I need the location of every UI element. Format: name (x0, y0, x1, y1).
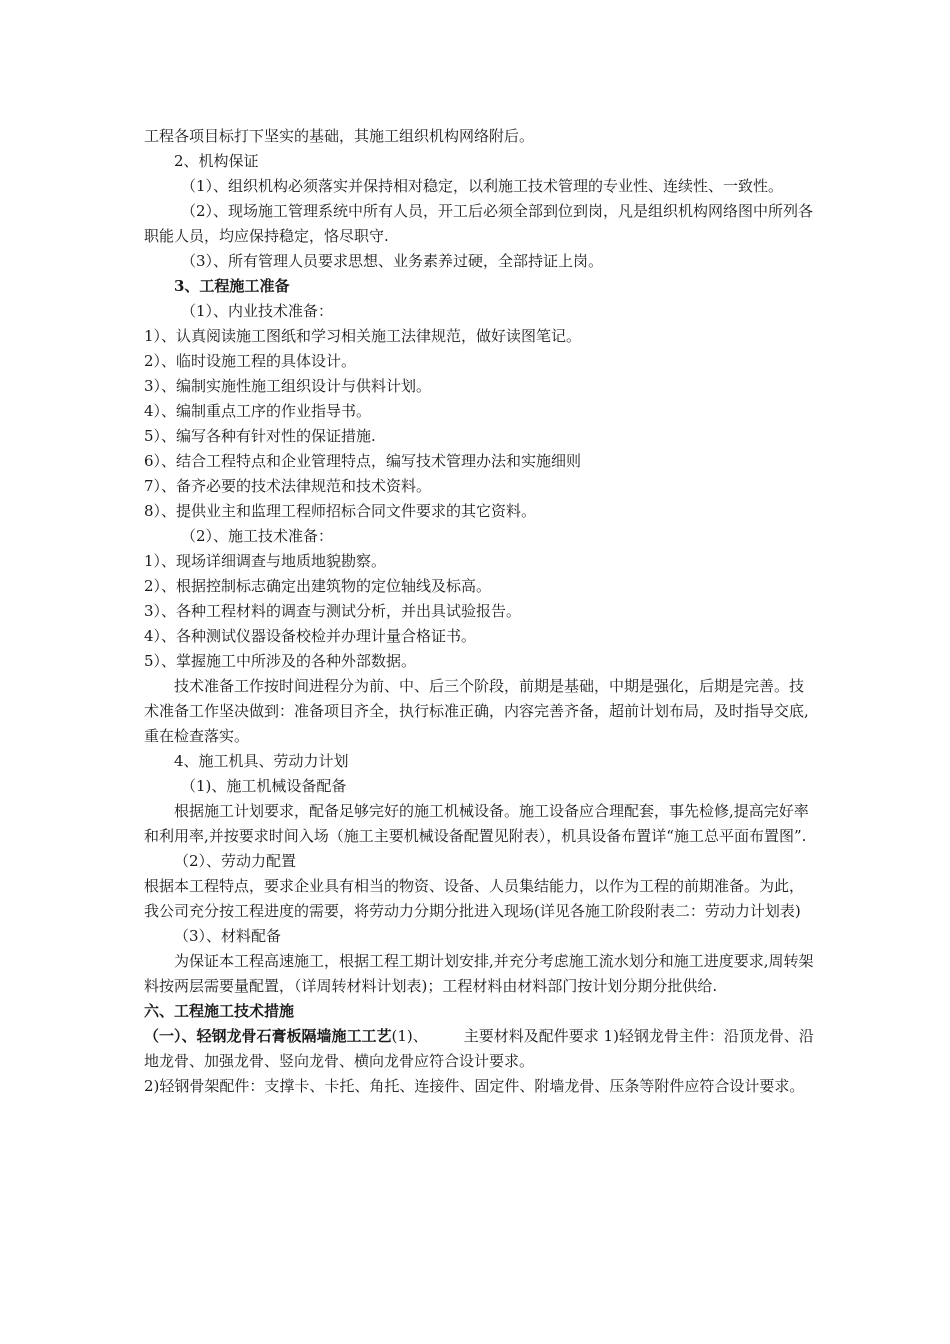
section-heading: 4、施工机具、劳动力计划 (174, 752, 349, 770)
paragraph: 工程各项目标打下坚实的基础，其施工组织机构网络附后。 (144, 127, 535, 145)
item-number: (1)、 (391, 1027, 428, 1045)
list-item: 3）、编制实施性施工组织设计与供料计划。 (144, 377, 432, 395)
paragraph: 2)轻钢骨架配件：支撑卡、卡托、角托、连接件、固定件、附墙龙骨、压条等附件应符合设计要求。 (144, 1077, 805, 1095)
paragraph: 技术准备工作按时间进程分为前、中、后三个阶段，前期是基础，中期是强化，后期是完善。技术准备工作坚决做到：准备项目齐全，执行标准正确，内容完善齐备，超前计划布局，及时指导交底,重在检查落实。 (144, 677, 809, 745)
list-item: 1）、现场详细调查与地质地貌勘察。 (144, 552, 387, 570)
paragraph: 根据施工计划要求，配备足够完好的施工机械设备。施工设备应合理配套，事先检修,提高完好率和利用率,并按要求时间入场（施工主要机械设备配置见附表），机具设备布置详“施工总平面布置图”. (144, 802, 809, 845)
paragraph: （2）、现场施工管理系统中所有人员，开工后必须全部到位到岗，凡是组织机构网络图中所列各职能人员，均应保持稳定，恪尽职守. (144, 202, 814, 245)
section-heading: 2、机构保证 (174, 152, 259, 170)
list-item: 8）、提供业主和监理工程师招标合同文件要求的其它资料。 (144, 502, 537, 520)
subsection-heading: （3）、材料配备 (174, 927, 282, 945)
subsection-heading: （1)、施工机械设备配备 (181, 777, 347, 795)
list-item: 3）、各种工程材料的调查与测试分析，并出具试验报告。 (144, 602, 522, 620)
paragraph: （3）、所有管理人员要求思想、业务素养过硬，全部持证上岗。 (181, 252, 604, 270)
paragraph: 根据本工程特点，要求企业具有相当的物资、设备、人员集结能力，以作为工程的前期准备。为此，我公司充分按工程进度的需要，将劳动力分期分批进入现场(详见各施工阶段附表二：劳动力计划表) (144, 877, 805, 920)
subsection-heading: （2）、劳动力配置 (174, 852, 297, 870)
list-item: 1）、认真阅读施工图纸和学习相关施工法律规范，做好读图笔记。 (144, 327, 582, 345)
list-item: 2）、根据控制标志确定出建筑物的定位轴线及标高。 (144, 577, 492, 595)
subsection-heading: （2）、施工技术准备： (181, 527, 334, 545)
list-item: 5）、掌握施工中所涉及的各种外部数据。 (144, 652, 417, 670)
section-heading: 3、工程施工准备 (174, 277, 290, 295)
paragraph: （1）、组织机构必须落实并保持相对稳定，以利施工技术管理的专业性、连续性、一致性。 (181, 177, 784, 195)
subchapter-heading: （一）、轻钢龙骨石膏板隔墙施工工艺 (144, 1027, 392, 1045)
paragraph-text: 主要材料及配件要求 1)轻钢龙骨主件：沿顶龙骨、沿地龙骨、加强龙骨、竖向龙骨、横向龙骨应符合设计要求。 (144, 1027, 814, 1070)
paragraph: 为保证本工程高速施工，根据工程工期计划安排,并充分考虑施工流水划分和施工进度要求,周转架料按两层需要量配置，（详周转材料计划表)；工程材料由材料部门按计划分期分批供给. (144, 952, 814, 995)
paragraph (144, 1024, 816, 1074)
list-item: 6）、结合工程特点和企业管理特点，编写技术管理办法和实施细则 (144, 452, 582, 470)
document-body (144, 124, 816, 1099)
list-item: 7）、备齐必要的技术法律规范和技术资料。 (144, 477, 432, 495)
list-item: 4）、编制重点工序的作业指导书。 (144, 402, 372, 420)
list-item: 5）、编写各种有针对性的保证措施. (144, 427, 376, 445)
list-item: 2）、临时设施工程的具体设计。 (144, 352, 357, 370)
chapter-heading: 六、工程施工技术措施 (144, 1002, 295, 1020)
list-item: 4）、各种测试仪器设备校检并办理计量合格证书。 (144, 627, 477, 645)
subsection-heading: （1）、内业技术准备： (181, 302, 334, 320)
